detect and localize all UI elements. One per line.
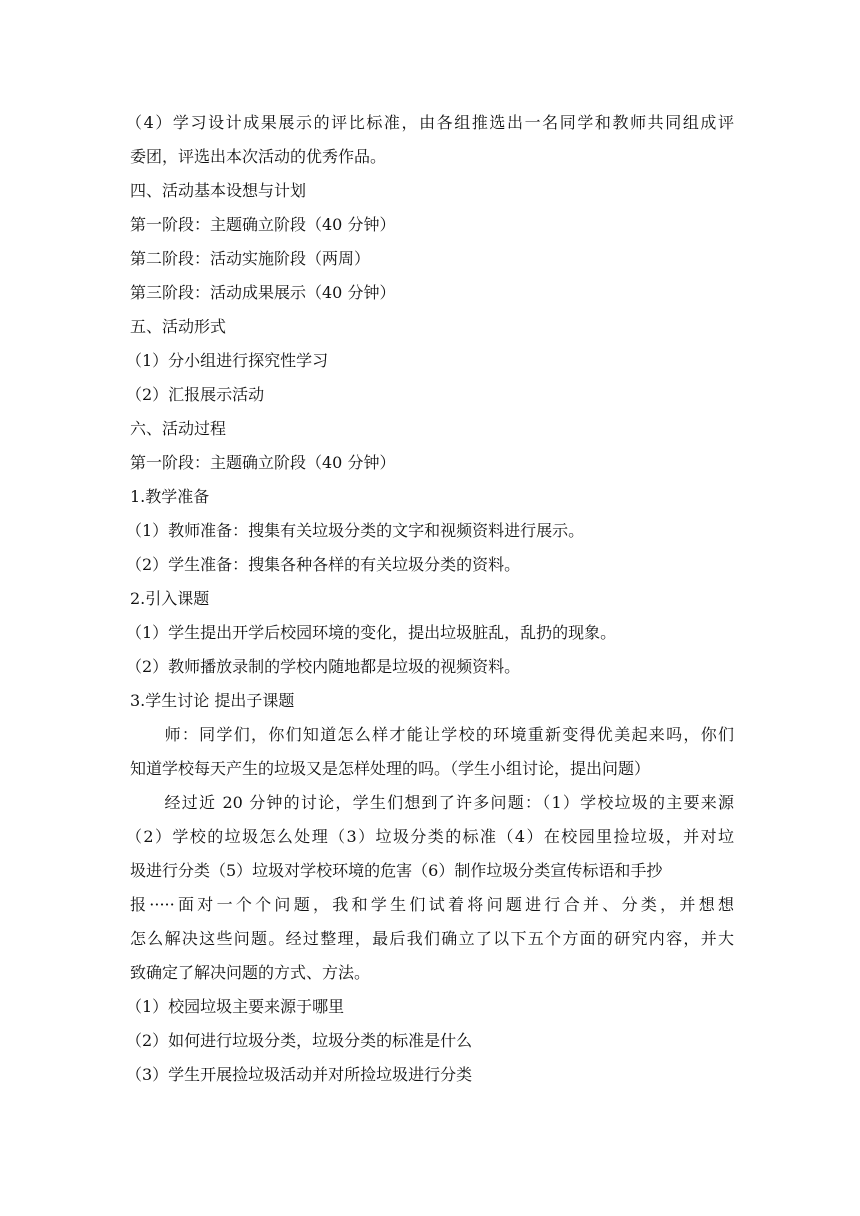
intro-item-2: （2）教师播放录制的学校内随地都是垃圾的视频资料。 — [126, 657, 521, 676]
section-heading-process: 六、活动过程 — [130, 419, 227, 438]
prep-item-teacher: （1）教师准备：搜集有关垃圾分类的文字和视频资料进行展示。 — [126, 521, 585, 540]
research-item-1: （1）校园垃圾主要来源于哪里 — [126, 997, 345, 1016]
subheading-introduce-topic: 2.引入课题 — [130, 589, 210, 608]
plan-stage-2: 第二阶段：活动实施阶段（两周） — [130, 249, 371, 268]
discussion-para-1-line-2: 知道学校每天产生的垃圾又是怎样处理的吗。（学生小组讨论，提出问题） — [130, 759, 651, 778]
format-item-1: （1）分小组进行探究性学习 — [126, 351, 329, 370]
format-item-2: （2）汇报展示活动 — [126, 385, 265, 404]
section-heading-format: 五、活动形式 — [130, 317, 227, 336]
intro-item-1: （1）学生提出开学后校园环境的变化，提出垃圾脏乱，乱扔的现象。 — [126, 623, 617, 642]
discussion-para-2-line-3: 圾进行分类（5）垃圾对学校环境的危害（6）制作垃圾分类宣传标语和手抄 — [130, 861, 663, 880]
discussion-para-2-line-2: （2）学校的垃圾怎么处理（3）垃圾分类的标准（4）在校园里捡垃圾，并对垃 — [126, 827, 734, 846]
document-body — [126, 106, 734, 1092]
criteria-item-4-line-1: （4）学习设计成果展示的评比标准，由各组推选出一名同学和教师共同组成评 — [126, 113, 734, 132]
plan-stage-1: 第一阶段：主题确立阶段（40 分钟） — [130, 215, 396, 234]
research-item-2: （2）如何进行垃圾分类，垃圾分类的标准是什么 — [126, 1031, 473, 1050]
discussion-para-2-line-5: 怎么解决这些问题。经过整理，最后我们确立了以下五个方面的研究内容，并大 — [130, 929, 734, 948]
criteria-item-4-line-2: 委团，评选出本次活动的优秀作品。 — [130, 147, 387, 166]
discussion-para-2-line-1: 经过近 20 分钟的讨论，学生们想到了许多问题：（1）学校垃圾的主要来源 — [130, 793, 734, 812]
subheading-discussion: 3.学生讨论 提出子课题 — [130, 691, 295, 710]
discussion-para-2-line-4: 报·····面对一个个问题，我和学生们试着将问题进行合并、分类，并想想 — [130, 895, 734, 914]
section-heading-plan: 四、活动基本设想与计划 — [130, 181, 307, 200]
research-item-3: （3）学生开展捡垃圾活动并对所捡垃圾进行分类 — [126, 1065, 473, 1084]
subheading-teaching-prep: 1.教学准备 — [130, 487, 210, 506]
plan-stage-3: 第三阶段：活动成果展示（40 分钟） — [130, 283, 396, 302]
discussion-para-1-line-1: 师：同学们，你们知道怎么样才能让学校的环境重新变得优美起来吗，你们 — [130, 725, 734, 744]
discussion-para-2-line-6: 致确定了解决问题的方式、方法。 — [130, 963, 371, 982]
process-stage-1-heading: 第一阶段：主题确立阶段（40 分钟） — [130, 453, 396, 472]
prep-item-student: （2）学生准备：搜集各种各样的有关垃圾分类的资料。 — [126, 555, 521, 574]
